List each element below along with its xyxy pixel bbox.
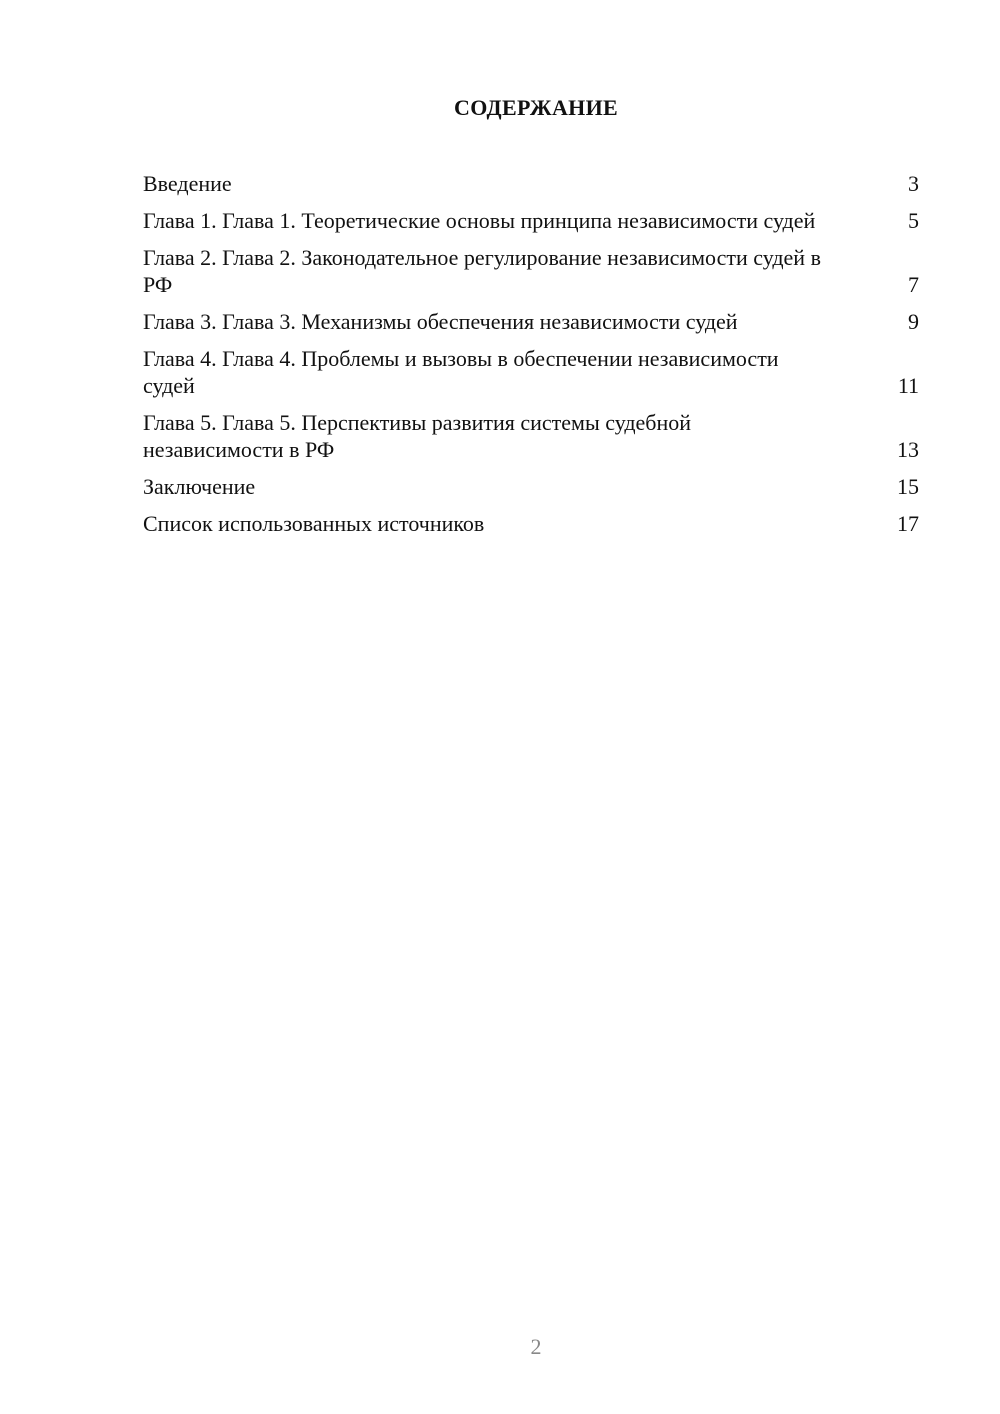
- toc-entry-conclusion: [143, 473, 919, 500]
- toc-entry-chapter-2: [143, 244, 919, 298]
- toc-entry-title: Список использованных источников: [143, 511, 485, 536]
- toc-entry-introduction: [143, 170, 919, 197]
- toc-entry-page: 7: [908, 272, 919, 297]
- toc-entry-chapter-4: [143, 345, 919, 399]
- toc-entry-chapter-1: [143, 207, 919, 234]
- toc-entry-page: 11: [897, 373, 919, 398]
- toc-entry-page: 13: [897, 437, 919, 462]
- toc-entry-page: 5: [908, 208, 919, 233]
- toc-entry-references: [143, 510, 919, 537]
- toc-entry-page: 9: [908, 309, 919, 334]
- toc-entry-title: Введение: [143, 171, 232, 196]
- toc-entry-title: Глава 5. Глава 5. Перспективы развития системы судебной независимости в РФ: [143, 410, 692, 462]
- page-number: 2: [530, 1334, 542, 1359]
- page-title: СОДЕРЖАНИЕ: [454, 95, 618, 120]
- table-of-contents: [143, 170, 919, 547]
- toc-entry-title: Заключение: [143, 474, 256, 499]
- toc-entry-page: 15: [897, 474, 919, 499]
- toc-entry-page: 3: [908, 171, 919, 196]
- toc-entry-chapter-5: [143, 409, 919, 463]
- toc-entry-page: 17: [897, 511, 919, 536]
- toc-entry-title: Глава 1. Глава 1. Теоретические основы принципа независимости судей: [143, 208, 816, 233]
- toc-entry-title: Глава 4. Глава 4. Проблемы и вызовы в обеспечении независимости судей: [143, 346, 779, 398]
- toc-entry-chapter-3: [143, 308, 919, 335]
- toc-entry-title: Глава 2. Глава 2. Законодательное регулирование независимости судей в РФ: [143, 245, 821, 297]
- toc-entry-title: Глава 3. Глава 3. Механизмы обеспечения независимости судей: [143, 309, 738, 334]
